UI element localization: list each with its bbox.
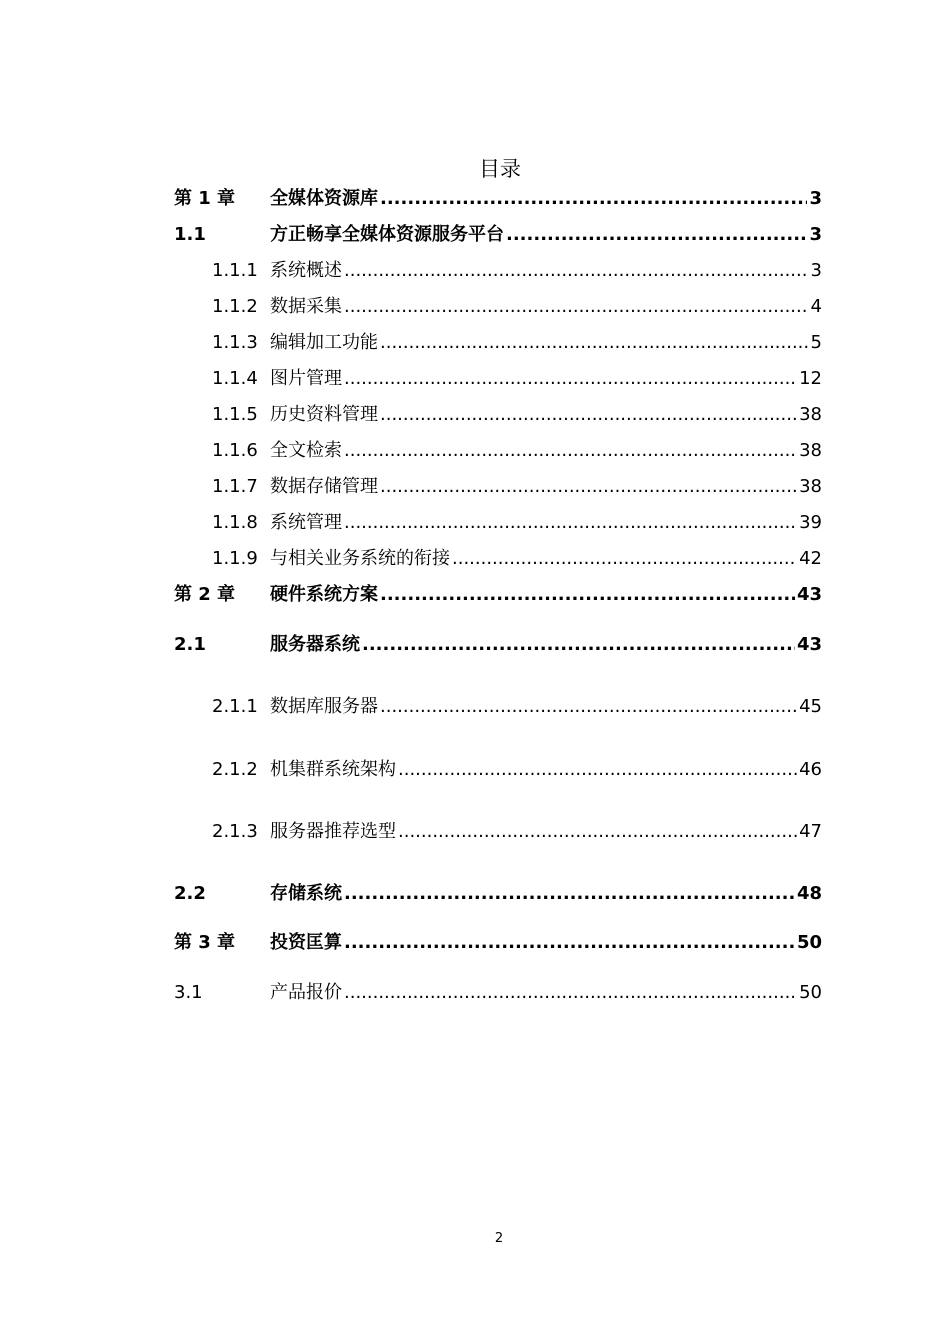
toc-entry-number: 1.1.8 [212, 512, 258, 533]
toc-entry-page: 12 [799, 368, 822, 389]
toc-dot-leader [344, 881, 795, 907]
toc-entry-2-1-2[interactable] [212, 757, 822, 783]
toc-dot-leader [344, 258, 809, 284]
toc-entry-3-1[interactable] [174, 980, 822, 1006]
toc-dot-leader [344, 366, 797, 392]
toc-dot-leader [380, 582, 795, 608]
toc-dot-leader [362, 632, 795, 658]
toc-dot-leader [344, 510, 797, 536]
toc-entry-page: 43 [796, 584, 822, 605]
toc-entry-label: 服务器系统 [270, 634, 360, 655]
toc-dot-leader [344, 930, 795, 956]
toc-entry-label: 机集群系统架构 [270, 759, 396, 780]
toc-dot-leader [506, 222, 807, 248]
toc-dot-leader [344, 294, 809, 320]
toc-dot-leader [398, 757, 797, 783]
toc-entry-label: 数据库服务器 [270, 696, 378, 717]
toc-dot-leader [344, 438, 797, 464]
toc-entry-chapter-1[interactable] [174, 186, 822, 212]
toc-entry-page: 5 [810, 332, 822, 353]
toc-entry-label: 与相关业务系统的衔接 [270, 548, 450, 569]
toc-entry-page: 3 [809, 224, 822, 245]
toc-entry-number: 1.1.9 [212, 548, 258, 569]
footer-page-number: 2 [494, 1231, 504, 1246]
toc-entry-2-1-3[interactable] [212, 819, 822, 845]
toc-entry-number: 2.1.3 [212, 821, 258, 842]
toc-entry-number: 2.1 [174, 634, 206, 655]
toc-entry-label: 服务器推荐选型 [270, 821, 396, 842]
toc-entry-label: 投资匡算 [270, 932, 342, 953]
toc-entry-number: 1.1.3 [212, 332, 258, 353]
toc-entry-page: 38 [799, 404, 822, 425]
toc-entry-1-1-8[interactable] [212, 510, 822, 536]
toc-entry-number: 1.1.2 [212, 296, 258, 317]
toc-entry-page: 3 [810, 260, 822, 281]
toc-entry-number: 1.1.4 [212, 368, 258, 389]
toc-dot-leader [398, 819, 797, 845]
toc-dot-leader [452, 546, 797, 572]
toc-entry-number: 1.1.5 [212, 404, 258, 425]
toc-entry-label: 数据存储管理 [270, 476, 378, 497]
toc-entry-1-1-5[interactable] [212, 402, 822, 428]
toc-entry-1-1[interactable] [174, 222, 822, 248]
toc-entry-page: 43 [796, 634, 822, 655]
toc-dot-leader [380, 330, 809, 356]
toc-dot-leader [380, 474, 797, 500]
toc-entry-label: 存储系统 [270, 883, 342, 904]
toc-dot-leader [380, 186, 807, 212]
toc-entry-chapter-2[interactable] [174, 582, 822, 608]
toc-entry-number: 第 2 章 [174, 584, 236, 605]
toc-dot-leader [380, 402, 797, 428]
toc-entry-2-2[interactable] [174, 881, 822, 907]
toc-entry-label: 硬件系统方案 [270, 584, 378, 605]
toc-entry-number: 2.1.1 [212, 696, 258, 717]
toc-entry-2-1-1[interactable] [212, 694, 822, 720]
toc-entry-page: 39 [799, 512, 822, 533]
toc-entry-label: 方正畅享全媒体资源服务平台 [270, 224, 504, 245]
toc-entry-page: 38 [799, 476, 822, 497]
toc-entry-number: 1.1 [174, 224, 206, 245]
toc-entry-label: 历史资料管理 [270, 404, 378, 425]
toc-entry-number: 1.1.1 [212, 260, 258, 281]
toc-entry-number: 第 1 章 [174, 188, 236, 209]
toc-entry-page: 50 [799, 982, 822, 1003]
toc-entry-page: 45 [799, 696, 822, 717]
toc-entry-page: 3 [809, 188, 822, 209]
toc-dot-leader [344, 980, 797, 1006]
toc-entry-label: 编辑加工功能 [270, 332, 378, 353]
toc-list [174, 0, 822, 1100]
toc-entry-page: 4 [810, 296, 822, 317]
toc-entry-2-1[interactable] [174, 632, 822, 658]
toc-entry-page: 46 [799, 759, 822, 780]
toc-entry-chapter-3[interactable] [174, 930, 822, 956]
toc-entry-1-1-2[interactable] [212, 294, 822, 320]
toc-entry-page: 47 [799, 821, 822, 842]
toc-entry-label: 数据采集 [270, 296, 342, 317]
toc-entry-number: 2.1.2 [212, 759, 258, 780]
toc-title: 目录 [479, 157, 521, 181]
toc-entry-1-1-1[interactable] [212, 258, 822, 284]
toc-entry-number: 2.2 [174, 883, 206, 904]
toc-entry-1-1-9[interactable] [212, 546, 822, 572]
toc-dot-leader [380, 694, 797, 720]
toc-entry-1-1-4[interactable] [212, 366, 822, 392]
toc-entry-1-1-7[interactable] [212, 474, 822, 500]
toc-entry-page: 38 [799, 440, 822, 461]
toc-entry-label: 系统概述 [270, 260, 342, 281]
toc-entry-number: 3.1 [174, 982, 203, 1003]
toc-entry-page: 48 [796, 883, 822, 904]
toc-entry-label: 全媒体资源库 [270, 188, 378, 209]
toc-entry-label: 系统管理 [270, 512, 342, 533]
toc-entry-number: 1.1.6 [212, 440, 258, 461]
toc-entry-page: 50 [796, 932, 822, 953]
toc-entry-1-1-6[interactable] [212, 438, 822, 464]
toc-entry-label: 图片管理 [270, 368, 342, 389]
toc-entry-page: 42 [799, 548, 822, 569]
toc-entry-label: 产品报价 [270, 982, 342, 1003]
toc-entry-number: 第 3 章 [174, 932, 236, 953]
toc-entry-1-1-3[interactable] [212, 330, 822, 356]
toc-entry-number: 1.1.7 [212, 476, 258, 497]
toc-entry-label: 全文检索 [270, 440, 342, 461]
